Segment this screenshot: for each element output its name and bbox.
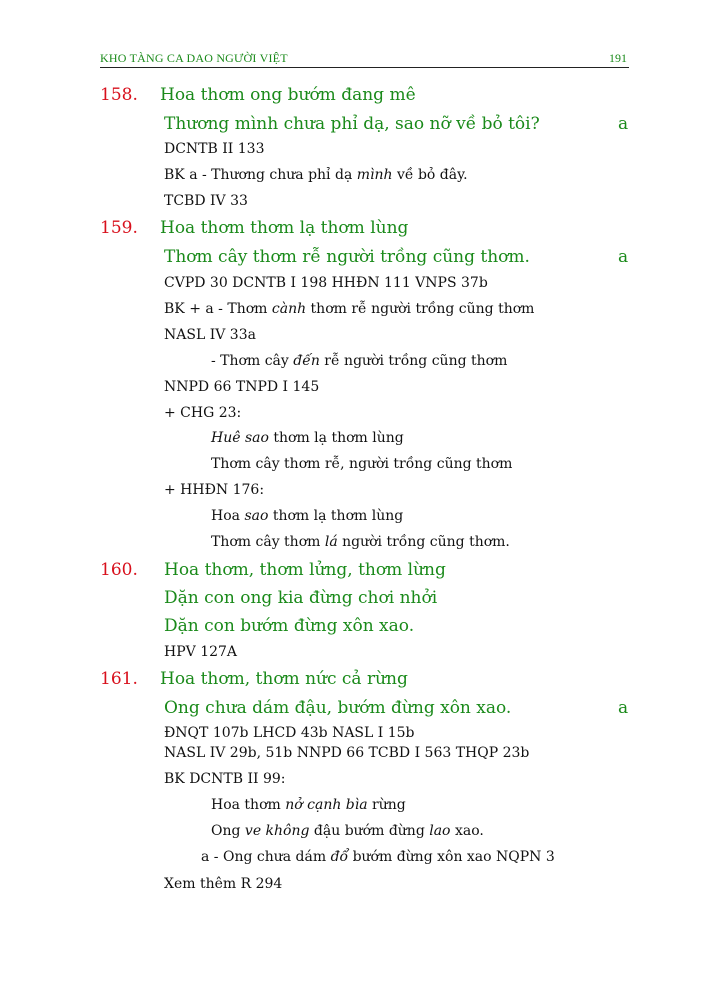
variant-line: BK + a - Thơm cành thơm rễ người trồng cũng thơm [164, 301, 535, 317]
variant-line: Hoa thơm nở cạnh bìa rừng [211, 797, 406, 813]
variant-line: Huê sao thơm lạ thơm lùng [211, 430, 404, 446]
source-ref: + CHG 23: [164, 405, 242, 421]
running-header [100, 50, 629, 68]
entry-number-160: 160. [100, 560, 138, 580]
variant-line: a - Ong chưa dám đổ bướm đừng xôn xao NQPN 3 [201, 849, 555, 865]
source-ref: DCNTB II 133 [164, 141, 265, 157]
verse-line: Dặn con bướm đừng xôn xao. [164, 616, 415, 636]
variant-line: - Thơm cây đến rễ người trồng cũng thơm [211, 353, 508, 369]
source-ref: BK DCNTB II 99: [164, 771, 286, 787]
verse-line: Thơm cây thơm rễ người trồng cũng thơm. [164, 247, 530, 267]
book-title: KHO TÀNG CA DAO NGƯỜI VIỆT [100, 51, 288, 65]
source-ref: NASL IV 29b, 51b NNPD 66 TCBD I 563 THQP 23b [164, 745, 530, 761]
source-ref: TCBD IV 33 [164, 193, 248, 209]
version-marker: a [618, 247, 629, 267]
source-ref: CVPD 30 DCNTB I 198 HHĐN 111 VNPS 37b [164, 275, 488, 291]
variant-line: Hoa sao thơm lạ thơm lùng [211, 508, 404, 524]
source-ref: NASL IV 33a [164, 327, 256, 343]
variant-line: Ong ve không đậu bướm đừng lao xao. [211, 823, 484, 839]
verse-line: Hoa thơm, thơm nức cả rừng [160, 669, 408, 689]
see-also: Xem thêm R 294 [164, 876, 283, 892]
verse-line: Ong chưa dám đậu, bướm đừng xôn xao. [164, 698, 512, 718]
verse-line: Dặn con ong kia đừng chơi nhởi [164, 588, 438, 608]
variant-line: BK a - Thương chưa phỉ dạ mình về bỏ đây. [164, 167, 468, 183]
verse-line: Hoa thơm ong bướm đang mê [160, 85, 416, 105]
version-marker: a [618, 698, 629, 718]
entry-number-159: 159. [100, 218, 138, 238]
source-ref: HPV 127A [164, 644, 238, 660]
entry-number-161: 161. [100, 669, 138, 689]
page-number: 191 [609, 51, 627, 65]
variant-line: Thơm cây thơm lá người trồng cũng thơm. [211, 534, 510, 550]
variant-line: Thơm cây thơm rễ, người trồng cũng thơm [211, 456, 513, 472]
verse-line: Thương mình chưa phỉ dạ, sao nỡ về bỏ tôi? [164, 114, 540, 134]
source-ref: ĐNQT 107b LHCD 43b NASL I 15b [164, 725, 415, 741]
source-ref: NNPD 66 TNPD I 145 [164, 379, 320, 395]
entry-number-158: 158. [100, 85, 138, 105]
verse-line: Hoa thơm, thơm lửng, thơm lừng [164, 560, 446, 580]
source-ref: + HHĐN 176: [164, 482, 265, 498]
version-marker: a [618, 114, 629, 134]
verse-line: Hoa thơm thơm lạ thơm lùng [160, 218, 409, 238]
